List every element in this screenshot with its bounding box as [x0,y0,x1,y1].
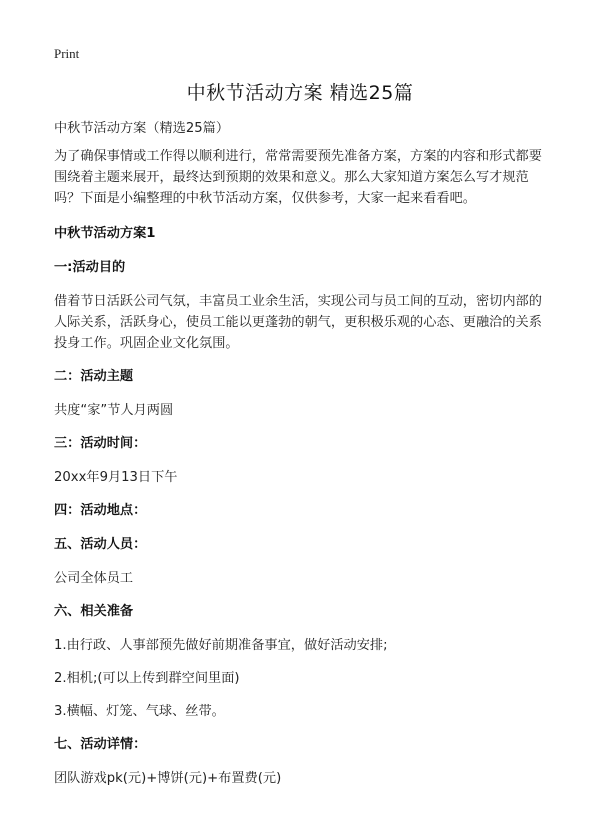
paragraph-participants: 公司全体员工 [54,571,134,586]
paragraph-time: 20xx年9月13日下午 [54,470,178,485]
intro-paragraph: 为了确保事情或工作得以顺利进行，常常需要预先准备方案，方案的内容和形式都要围绕着主题来展开，最终达到预期的效果和意义。那么大家知道方案怎么写才规范吗？下面是小编整理的中秋节活动方案，仅供参考，大家一起来看看吧。 [54,149,542,206]
paragraph-theme: 共度“家”节人月两圆 [54,403,174,418]
article-subtitle: 中秋节活动方案（精选25篇） [54,121,230,136]
article-body [54,118,546,801]
preparation-item-2: 2.相机;(可以上传到群空间里面) [54,671,240,686]
print-link[interactable]: Print [54,46,80,61]
heading-time: 三：活动时间： [54,436,147,451]
paragraph-purpose: 借着节日活跃公司气氛，丰富员工业余生活，实现公司与员工间的互动，密切内部的人际关系，活跃身心，使员工能以更蓬勃的朝气，更积极乐观的心态、更融洽的关系投身工作。巩固企业文化氛围。 [54,294,542,351]
heading-location: 四：活动地点： [54,503,147,518]
section-title: 中秋节活动方案1 [54,226,156,241]
paragraph-details: 团队游戏pk(元)+博饼(元)+布置费(元) [54,771,282,786]
page-title: 中秋节活动方案 精选25篇 [186,82,414,104]
preparation-item-1: 1.由行政、人事部预先做好前期准备事宜，做好活动安排; [54,638,388,653]
heading-preparation: 六、相关准备 [54,604,134,619]
heading-purpose: 一:活动目的 [54,260,126,275]
preparation-item-3: 3.横幅、灯笼、气球、丝带。 [54,704,225,719]
heading-participants: 五、活动人员： [54,537,147,552]
heading-theme: 二：活动主题 [54,369,134,384]
heading-details: 七、活动详情： [54,737,147,752]
